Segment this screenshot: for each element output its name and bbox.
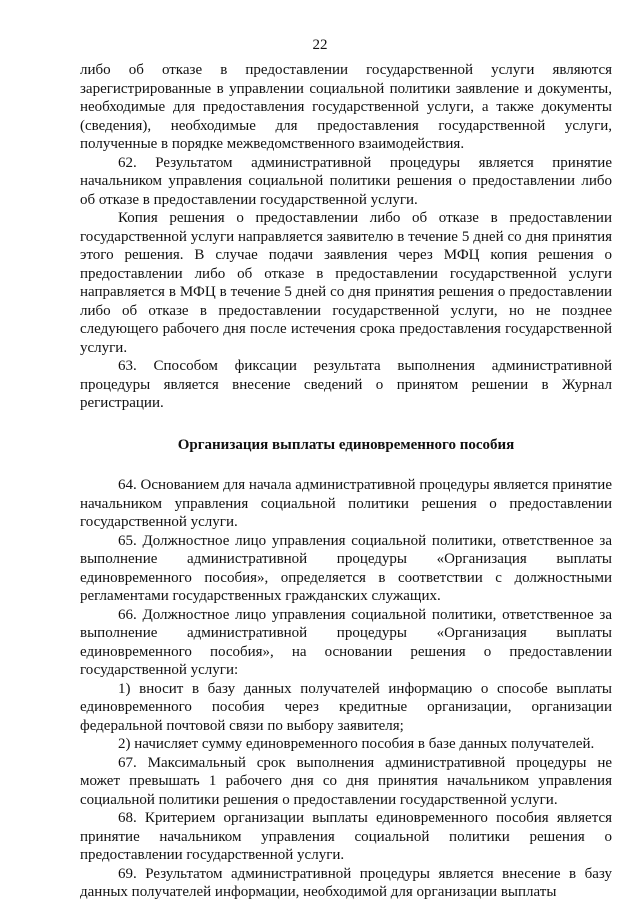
paragraph-67: 67. Максимальный срок выполнения административной процедуры не может превышать 1 рабочего дня со дня принятия начальником управления социальной политики решения о предоставлении государственной услуги. [80, 754, 612, 808]
paragraph-66-item-1: 1) вносит в базу данных получателей информацию о способе выплаты единовременного пособия через кредитные организации, организации федеральной почтовой связи по выбору заявителя; [80, 680, 612, 734]
section-heading: Организация выплаты единовременного пособия [177, 436, 515, 453]
paragraph-continuation: либо об отказе в предоставлении государственной услуги являются зарегистрированные в управлении социальной политики заявление и документы, необходимые для предоставления государственной услуги, а также документы (сведения), необходимые для предоставления государственной услуги, полученные в порядке межведомственного взаимодействия. [80, 62, 612, 152]
paragraph-62-copy-decision: Копия решения о предоставлении либо об отказе в предоставлении государственной услуги направляется заявителю в течение 5 дней со дня принятия этого решения. В случае подачи заявления через МФЦ копия решения о предоставлении либо об отказе в предоставлении государственной услуги направляется в МФЦ в течение 5 дней со дня принятия решения о предоставлении либо об отказе в предоставлении государственной услуги, но не позднее следующего рабочего дня после истечения срока предоставления государственной услуги. [80, 210, 612, 356]
paragraph-66: 66. Должностное лицо управления социальной политики, ответственное за выполнение административной процедуры «Организация выплаты единовременного пособия», на основании решения о предоставлении государственной услуги: [80, 606, 612, 678]
paragraph-69: 69. Результатом административной процедуры является внесение в базу данных получателей информации, необходимой для организации выплаты [80, 865, 612, 900]
paragraph-62: 62. Результатом административной процедуры является принятие начальником управления социальной политики решения о предоставлении либо об отказе в предоставлении государственной услуги. [80, 154, 612, 208]
document-body [80, 61, 612, 902]
paragraph-63: 63. Способом фиксации результата выполнения административной процедуры является внесение сведений о принятом решении в Журнал регистрации. [80, 358, 612, 411]
paragraph-65: 65. Должностное лицо управления социальной политики, ответственное за выполнение административной процедуры «Организация выплаты единовременного пособия», определяется в соответствии с должностными регламентами государственных гражданских служащих. [80, 532, 612, 604]
paragraph-64: 64. Основанием для начала административной процедуры является принятие начальником управления социальной политики решения о предоставлении государственной услуги. [80, 477, 612, 530]
paragraph-66-item-2: 2) начисляет сумму единовременного пособия в базе данных получателей. [118, 736, 595, 752]
page-number: 22 [312, 37, 328, 53]
paragraph-68: 68. Критерием организации выплаты единовременного пособия является принятие начальником управления социальной политики решения о предоставлении государственной услуги. [80, 810, 612, 863]
